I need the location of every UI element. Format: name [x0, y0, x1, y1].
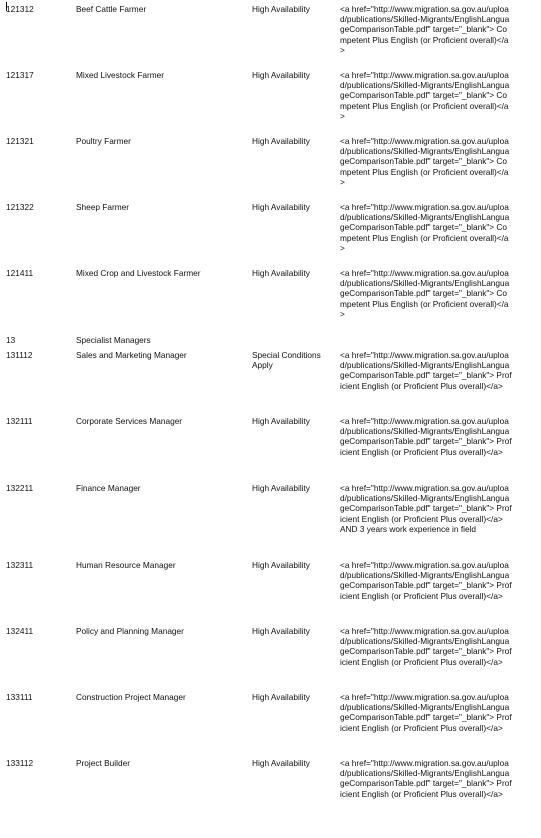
occupation-title: Sheep Farmer: [76, 202, 130, 212]
occupation-code: 131112: [6, 350, 33, 360]
occupation-code: 121411: [6, 268, 34, 278]
occupation-title: Sales and Marketing Manager: [76, 350, 187, 360]
occupation-code: 13: [6, 335, 16, 345]
availability-status: High Availability: [252, 416, 310, 426]
availability-status: High Availability: [252, 560, 310, 570]
occupation-code: 121321: [6, 136, 34, 146]
occupation-code: 132111: [6, 416, 33, 426]
english-requirement: <a href="http://www.migration.sa.gov.au/upload/publications/Skilled-Migrants/EnglishLanguageComparisonTable.pdf" target="_blank"> Proficient English (or Proficient Plus overall)</a>: [340, 560, 512, 601]
occupation-code: 132411: [6, 626, 34, 636]
occupation-title: Project Builder: [76, 758, 130, 768]
availability-status: High Availability: [252, 626, 310, 636]
occupation-title: Corporate Services Manager: [76, 416, 183, 426]
availability-status: High Availability: [252, 202, 310, 212]
english-requirement: <a href="http://www.migration.sa.gov.au/upload/publications/Skilled-Migrants/EnglishLanguageComparisonTable.pdf" target="_blank"> Proficient English (or Proficient Plus overall)</a>: [340, 758, 512, 799]
english-requirement: <a href="http://www.migration.sa.gov.au/upload/publications/Skilled-Migrants/EnglishLanguageComparisonTable.pdf" target="_blank"> Proficient English (or Proficient Plus overall)</a>: [340, 416, 512, 457]
availability-status: High Availability: [252, 758, 310, 768]
english-requirement: <a href="http://www.migration.sa.gov.au/upload/publications/Skilled-Migrants/EnglishLanguageComparisonTable.pdf" target="_blank"> Proficient English (or Proficient Plus overall)</a>: [340, 350, 512, 391]
occupation-title: Construction Project Manager: [76, 692, 186, 702]
occupation-code: 133111: [6, 692, 33, 702]
availability-status: Special Conditions Apply: [252, 350, 323, 371]
occupation-code: 121317: [6, 70, 34, 80]
availability-status: High Availability: [252, 268, 310, 278]
availability-status: High Availability: [252, 136, 310, 146]
occupation-code: 133112: [6, 758, 34, 768]
occupation-title: Beef Cattle Farmer: [76, 4, 147, 14]
occupation-title: Mixed Livestock Farmer: [76, 70, 165, 80]
occupation-title: Mixed Crop and Livestock Farmer: [76, 268, 201, 278]
occupation-title: Human Resource Manager: [76, 560, 176, 570]
english-requirement: <a href="http://www.migration.sa.gov.au/upload/publications/Skilled-Migrants/EnglishLanguageComparisonTable.pdf" target="_blank"> Proficient English (or Proficient Plus overall)</a>: [340, 626, 512, 667]
availability-status: High Availability: [252, 692, 310, 702]
occupation-title: Poultry Farmer: [76, 136, 131, 146]
availability-status: High Availability: [252, 70, 310, 80]
occupation-code: 121322: [6, 202, 34, 212]
occupation-title: Specialist Managers: [76, 335, 151, 345]
availability-status: High Availability: [252, 4, 310, 14]
occupation-code: 132211: [6, 483, 34, 493]
english-requirement: <a href="http://www.migration.sa.gov.au/upload/publications/Skilled-Migrants/EnglishLanguageComparisonTable.pdf" target="_blank"> Competent Plus English (or Proficient overall)</a>: [340, 4, 510, 55]
availability-status: High Availability: [252, 483, 310, 493]
english-requirement: <a href="http://www.migration.sa.gov.au/upload/publications/Skilled-Migrants/EnglishLanguageComparisonTable.pdf" target="_blank"> Competent Plus English (or Proficient overall)</a>: [340, 136, 510, 187]
english-requirement: <a href="http://www.migration.sa.gov.au/upload/publications/Skilled-Migrants/EnglishLanguageComparisonTable.pdf" target="_blank"> Proficient English (or Proficient Plus overall)</a>: [340, 692, 512, 733]
english-requirement: <a href="http://www.migration.sa.gov.au/upload/publications/Skilled-Migrants/EnglishLanguageComparisonTable.pdf" target="_blank"> Proficient English (or Proficient Plus overall)</a> AND 3 years work experience in field: [340, 483, 512, 534]
english-requirement: <a href="http://www.migration.sa.gov.au/upload/publications/Skilled-Migrants/EnglishLanguageComparisonTable.pdf" target="_blank"> Competent Plus English (or Proficient overall)</a>: [340, 268, 510, 319]
english-requirement: <a href="http://www.migration.sa.gov.au/upload/publications/Skilled-Migrants/EnglishLanguageComparisonTable.pdf" target="_blank"> Competent Plus English (or Proficient overall)</a>: [340, 70, 510, 121]
english-requirement: <a href="http://www.migration.sa.gov.au/upload/publications/Skilled-Migrants/EnglishLanguageComparisonTable.pdf" target="_blank"> Competent Plus English (or Proficient overall)</a>: [340, 202, 510, 253]
occupation-code: 132311: [6, 560, 34, 570]
occupation-title: Finance Manager: [76, 483, 141, 493]
occupation-code: 121312: [6, 4, 34, 14]
occupation-title: Policy and Planning Manager: [76, 626, 184, 636]
